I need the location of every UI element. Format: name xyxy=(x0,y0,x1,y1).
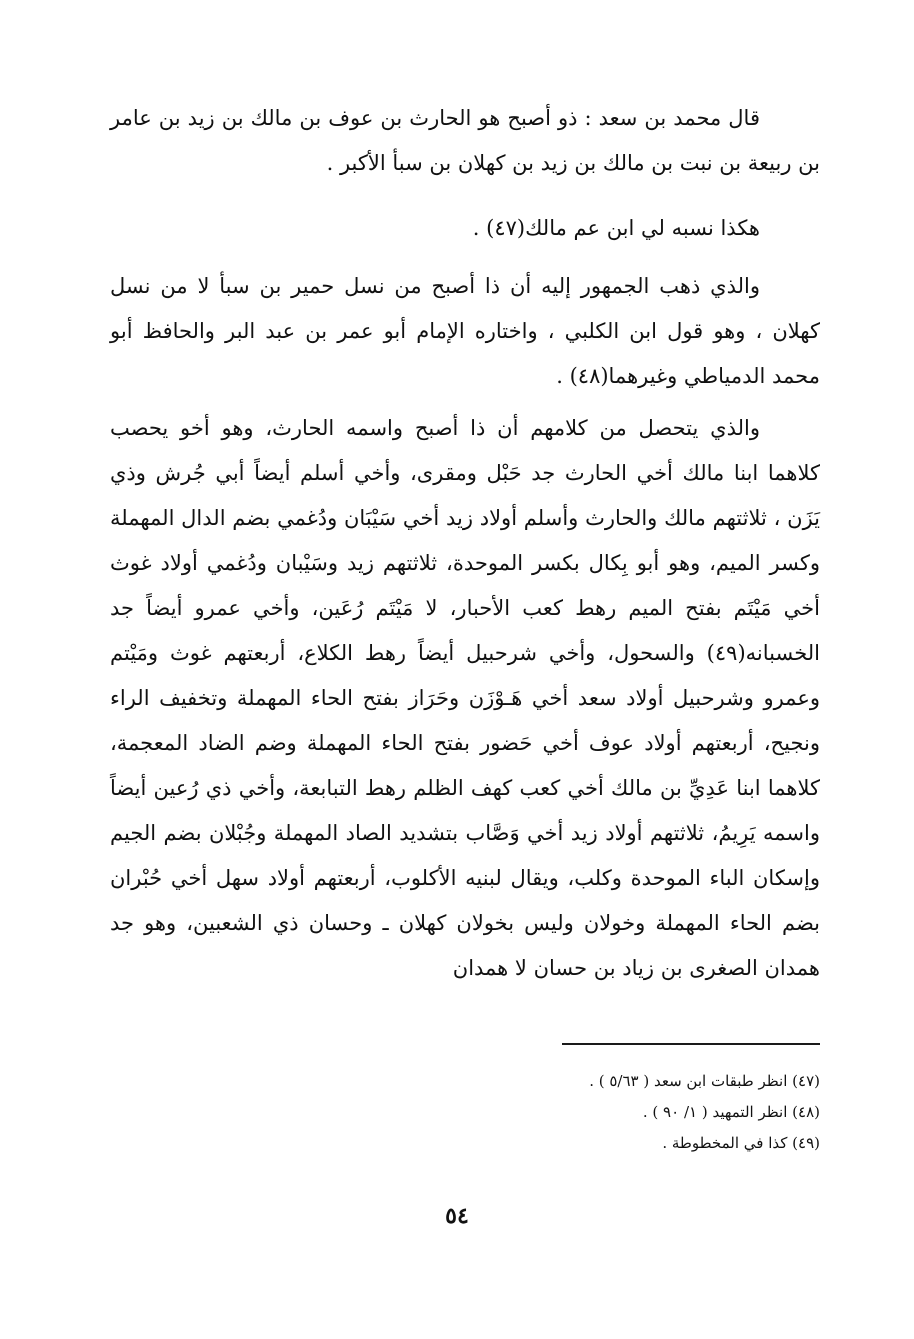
footnotes xyxy=(320,1066,820,1159)
paragraph-3: والذي ذهب الجمهور إليه أن ذا أصبح من نسل حمير بن سبأ لا من نسل كهلان ، وهو قول ابن الكلبي ، واختاره الإمام أبو عمر بن عبد البر والحافظ أبو محمد الدمياطي وغيرهما(٤٨) . xyxy=(110,274,820,388)
paragraph-1-block xyxy=(110,96,820,186)
footnote-divider xyxy=(562,1043,820,1045)
footnote-49: (٤٩) كذا في المخطوطة . xyxy=(662,1134,820,1152)
paragraph-2: هكذا نسبه لي ابن عم مالك(٤٧) . xyxy=(472,216,760,240)
paragraph-1: قال محمد بن سعد : ذو أصبح هو الحارث بن عوف بن مالك بن زيد بن عامر بن ربيعة بن نبت بن مالك بن زيد بن كهلان بن سبأ الأكبر . xyxy=(110,106,820,175)
paragraph-4-block xyxy=(110,406,820,991)
paragraph-4: والذي يتحصل من كلامهم أن ذا أصبح واسمه الحارث، وهو أخو يحصب كلاهما ابنا مالك أخي الحارث جد حَبْل ومقرى، وأخي أسلم أيضاً أبي جُرش وذي يَزَن ، ثلاثتهم مالك والحارث وأسلم أولاد زيد أخي سَيْبَان ودُغمي بضم الدال المهملة وكسر الميم، وهو أبو بِكال بكسر الموحدة، ثلاثتهم زيد وسَيْبان ودُغمي أولاد غوث أخي مَيْتَم بفتح الميم رهط كعب الأحبار، لا مَيْتَم رُعَين، وأخي عمرو أيضاً جد الخسبانه(٤٩) والسحول، وأخي شرحبيل أيضاً رهط الكلاع، أربعتهم غوث ومَيْتم وعمرو وشرحبيل أولاد سعد أخي هَـوْزَن وحَرَاز بفتح الحاء المهملة وتخفيف الراء ونجيح، أربعتهم أولاد عوف أخي حَضور بفتح الحاء المهملة وضم الضاد المعجمة، كلاهما ابنا عَدِيِّ بن مالك أخي كعب كهف الظلم رهط التبابعة، وأخي ذي رُعين أيضاً واسمه يَرِيمُ، ثلاثتهم أولاد زيد أخي وَصَّاب بتشديد الصاد المهملة وجُبْلان بضم الجيم وإسكان الباء الموحدة وكلب، ويقال لبنيه الأكلوب، أربعتهم أولاد سهل أخي حُبْران بضم الحاء المهملة وخولان وليس بخولان كهلان ـ وحسان ذي الشعبين، وهو جد همدان الصغرى بن زياد بن حسان لا همدان xyxy=(110,416,820,980)
footnote-48: (٤٨) انظر التمهيد ( ١/ ٩٠ ) . xyxy=(642,1103,820,1121)
page-number: ٥٤ xyxy=(445,1203,469,1229)
paragraph-2-block xyxy=(110,206,820,251)
paragraph-3-block xyxy=(110,264,820,399)
footnote-47: (٤٧) انظر طبقات ابن سعد ( ٥/٦٣ ) . xyxy=(589,1072,820,1090)
